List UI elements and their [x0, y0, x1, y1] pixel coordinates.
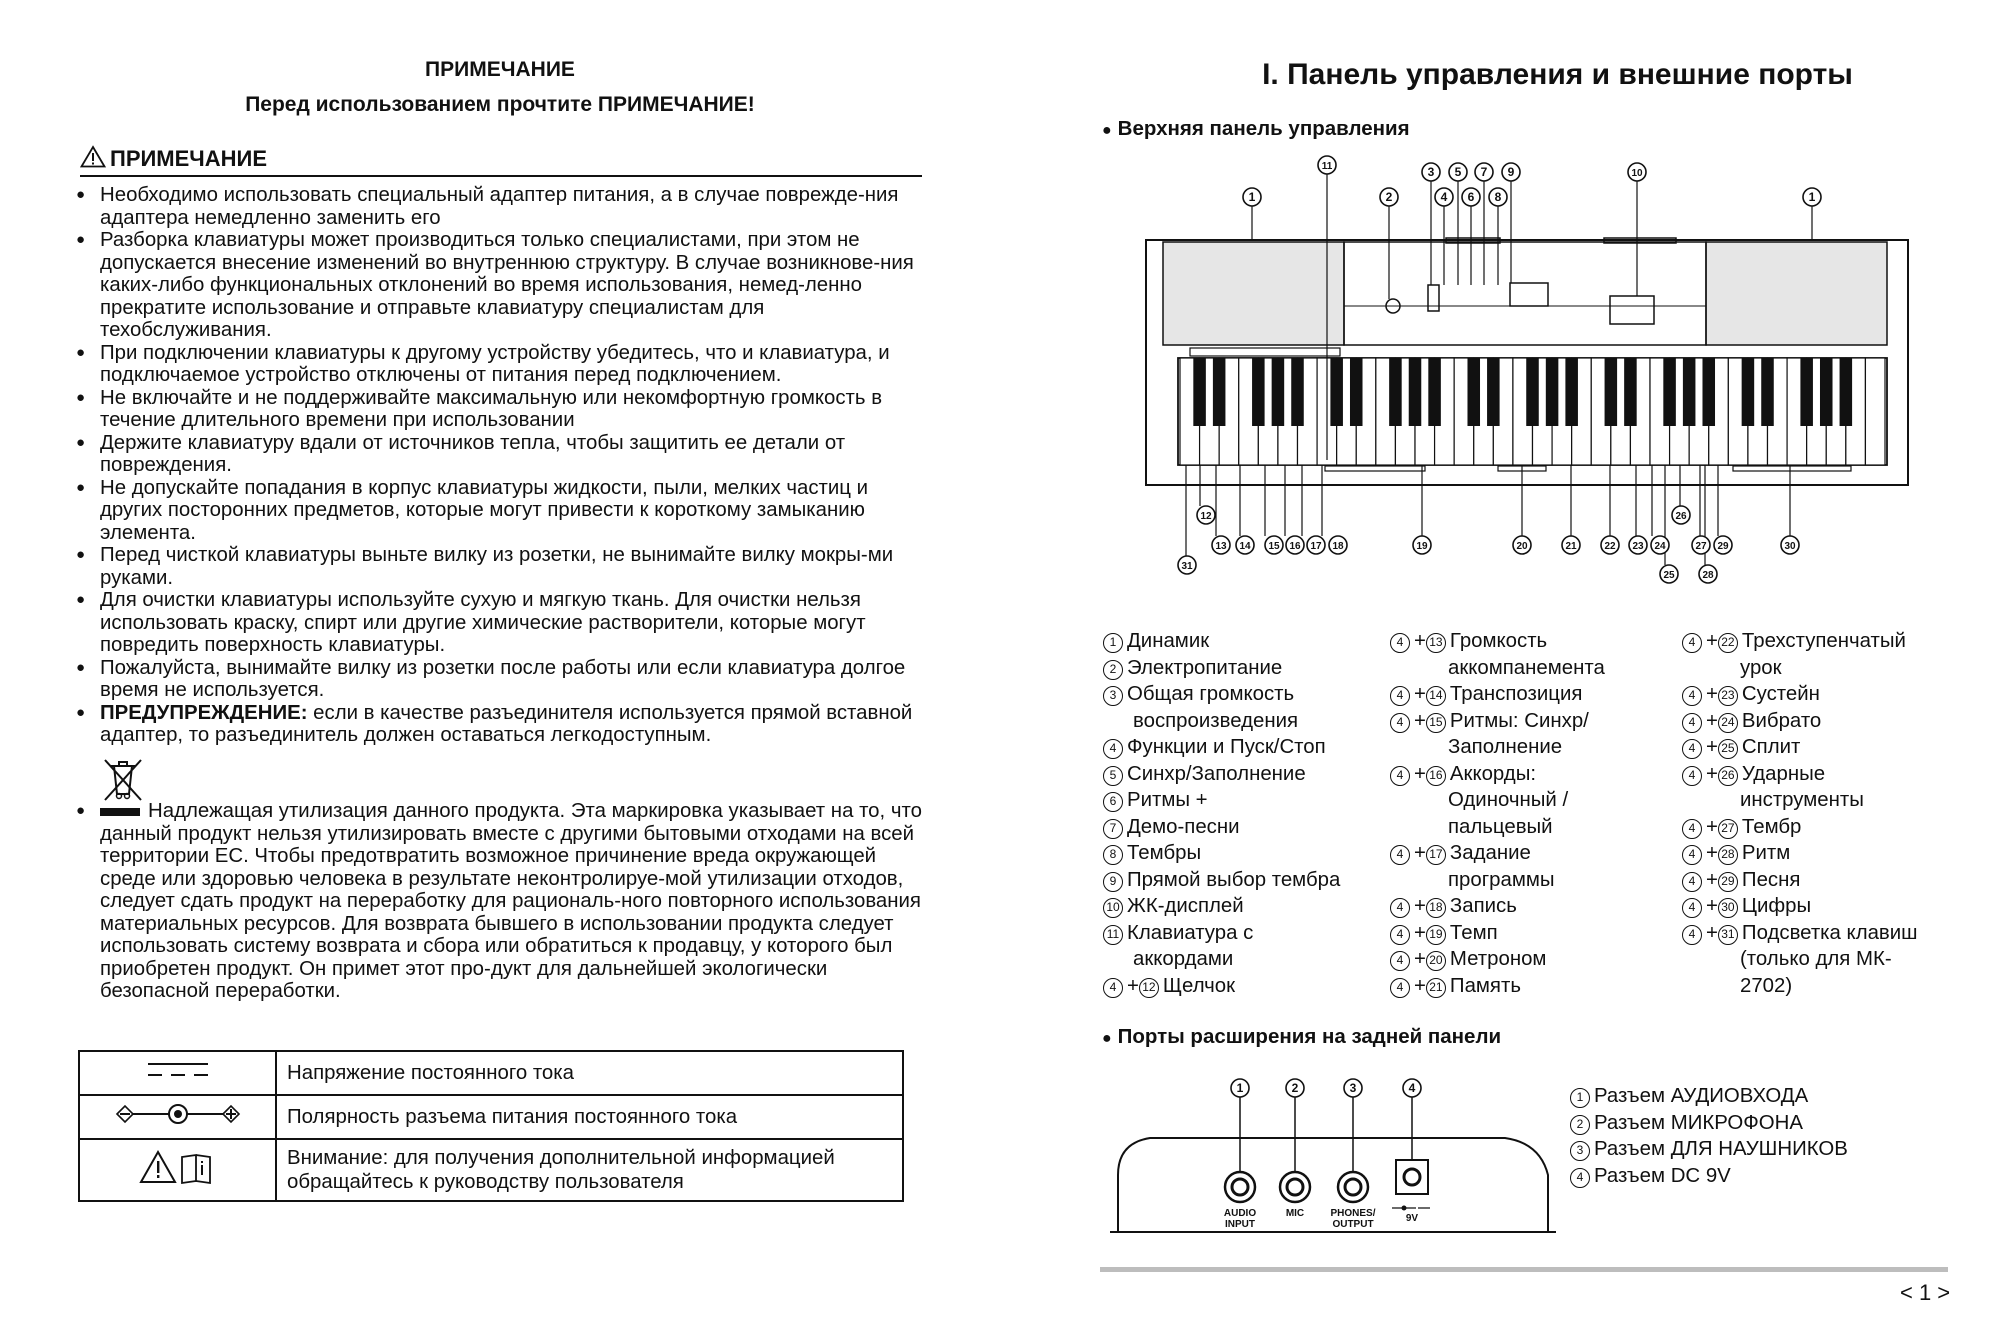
legend-text: Электропитание: [1127, 656, 1283, 679]
legend-number: 4: [1682, 872, 1702, 892]
legend-item: 4 + 29 Песня: [1682, 867, 1982, 894]
legend-item: 4 + 24 Вибрато: [1682, 708, 1982, 735]
legend-text-continued: инструменты: [1740, 789, 1864, 811]
legend-number: 4: [1390, 978, 1410, 998]
legend-number: 31: [1718, 925, 1738, 945]
warning-label: ПРЕДУПРЕЖДЕНИЕ:: [100, 701, 308, 724]
legend-number: 13: [1426, 633, 1446, 653]
svg-text:16: 16: [1289, 541, 1301, 552]
legend-number: 4: [1390, 633, 1410, 653]
legend-text: Разъем АУДИОВХОДА: [1594, 1085, 1809, 1107]
legend-number: 5: [1103, 766, 1123, 786]
svg-text:11: 11: [1321, 161, 1333, 172]
legend-number: 10: [1103, 898, 1123, 918]
callout-3: [1344, 1079, 1362, 1097]
legend-text: Вибрато: [1741, 709, 1822, 732]
legend-number: 30: [1718, 898, 1738, 918]
rear-legend: [1570, 1083, 1970, 1189]
svg-text:6: 6: [1467, 190, 1475, 204]
svg-text:23: 23: [1632, 541, 1644, 552]
list-item: ● Держите клавиатуру вдали от источников тепла, чтобы защитить ее детали от повреждения.: [72, 432, 932, 477]
port-label: INPUT: [1225, 1219, 1255, 1230]
warning-heading: [80, 145, 922, 177]
svg-text:24: 24: [1654, 541, 1666, 552]
legend-text: Подсветка клавиш: [1741, 921, 1918, 944]
legend-text: Синхр/Заполнение: [1127, 762, 1306, 785]
svg-text:2: 2: [1291, 1081, 1299, 1095]
legend-text: Ритмы: Синхр/: [1449, 709, 1589, 732]
legend-number: 4: [1390, 686, 1410, 706]
legend-text: Темп: [1449, 921, 1498, 944]
warning-item: [72, 702, 932, 747]
port-label: OUTPUT: [1332, 1219, 1374, 1230]
svg-text:10: 10: [1631, 168, 1643, 179]
table-cell: Полярность разъема питания постоянного тока: [276, 1095, 903, 1139]
note-subtitle: Перед использованием прочтите ПРИМЕЧАНИЕ!: [245, 93, 755, 116]
legend-number: 4: [1390, 925, 1410, 945]
legend-number: 18: [1426, 898, 1446, 918]
warning-triangle-icon: [80, 145, 106, 168]
svg-text:5: 5: [1454, 165, 1462, 179]
legend-number: 4: [1103, 978, 1123, 998]
svg-text:12: 12: [1200, 511, 1212, 522]
legend-item: 4 + 17 Задание: [1390, 840, 1680, 867]
svg-text:18: 18: [1332, 541, 1344, 552]
legend-text-continued: аккомпанемента: [1448, 656, 1605, 679]
legend-text: Громкость: [1449, 630, 1548, 652]
legend-number: 7: [1103, 819, 1123, 839]
legend-text-continued: пальцевый: [1448, 815, 1553, 838]
legend-text: Сустейн: [1741, 683, 1820, 705]
legend-number: 24: [1718, 713, 1738, 733]
legend-number: 19: [1426, 925, 1446, 945]
legend-text: Ритмы +: [1127, 789, 1208, 811]
page-title: I. Панель управления и внешние порты: [1262, 58, 1853, 91]
svg-text:19: 19: [1416, 541, 1428, 552]
page-number: < 1 >: [1900, 1280, 1951, 1305]
list-item: ● Перед чисткой клавиатуры выньте вилку из розетки, не вынимайте вилку мокры-ми руками.: [72, 544, 932, 589]
list-item: ● Не допускайте попадания в корпус клавиатуры жидкости, пыли, мелких частиц и других посторонних предметов, которые могут привести к короткому замыканию элемента.: [72, 477, 932, 545]
dc-voltage-icon: [79, 1051, 276, 1095]
legend-item: 4 + 22 Трехступенчатый: [1682, 628, 1982, 655]
legend-number: 4: [1682, 633, 1702, 653]
legend-item: 4 + 13 Громкость: [1390, 628, 1680, 655]
legend-text: Тембр: [1741, 815, 1802, 838]
svg-text:28: 28: [1702, 570, 1714, 581]
svg-text:25: 25: [1663, 570, 1675, 581]
legend-item: 4 + 31 Подсветка клавиш: [1682, 920, 1982, 947]
svg-text:30: 30: [1784, 541, 1796, 552]
legend-item: 4 + 28 Ритм: [1682, 840, 1982, 867]
legend-text: Транспозиция: [1449, 683, 1583, 705]
rear-legend-item: [1570, 1083, 1970, 1110]
polarity-icon: [79, 1095, 276, 1139]
bullet-icon: ●: [76, 802, 86, 819]
legend-number: 2: [1570, 1115, 1590, 1135]
legend-number: 4: [1682, 713, 1702, 733]
legend-number: 29: [1718, 872, 1738, 892]
legend-text: Запись: [1449, 895, 1517, 917]
disposal-text: Надлежащая утилизация данного продукта. Эта маркировка указывает на то, что данный продукт нельзя утилизировать вместе с другими бытовыми отходами на всей территории ЕС. Чтобы предотвратить возможное причинение вреда окружающей среде или здоровью человека в результате неконтролируе-мой утилизации отходов, следует сдать продукт на переработку для рациональ-ного повторного использования материальных ресурсов. Для возврата бывшего в использовании продукта следует использовать систему возврата и сбора или обратиться к продавцу, у которого был приобретен продукт. Он примет этот про-дукт для дальнейшей экологически безопасной переработки.: [100, 800, 922, 1002]
svg-text:17: 17: [1310, 541, 1322, 552]
legend-item: 4 + 15 Ритмы: Синхр/: [1390, 708, 1680, 735]
legend-number: 15: [1426, 713, 1446, 733]
svg-text:4: 4: [1440, 190, 1448, 204]
legend-number: 4: [1682, 766, 1702, 786]
list-item: ● Пожалуйста, вынимайте вилку из розетки после работы или если клавиатура долгое время не используется.: [72, 657, 932, 702]
list-item: ● Разборка клавиатуры может производиться только специалистами, при этом не допускается внесение изменений во внутреннюю структуру. В случае возникнове-ния каких-либо функциональных отклонений во время использования, немед-ленно прекратите использование и отправьте клавиатуру специалистам для техобслуживания.: [72, 229, 932, 342]
legend-number: 3: [1570, 1141, 1590, 1161]
legend-item: 4 + 30 Цифры: [1682, 893, 1982, 920]
legend-number: 3: [1103, 686, 1123, 706]
svg-text:1: 1: [1248, 190, 1256, 204]
legend-text-continued: (только для МК-: [1740, 948, 1892, 970]
legend-text: ЖК-дисплей: [1127, 895, 1244, 917]
table-cell: Внимание: для получения дополнительной информацией обращайтесь к руководству пользователя: [276, 1139, 903, 1201]
callout-1: [1231, 1079, 1249, 1097]
legend-number: 4: [1390, 845, 1410, 865]
legend-text: Сплит: [1741, 736, 1801, 758]
list-item: ● Необходимо использовать специальный адаптер питания, а в случае поврежде-ния адаптера немедленно заменить его: [72, 184, 932, 229]
svg-text:2: 2: [1385, 190, 1393, 204]
legend-number: 12: [1139, 978, 1159, 998]
legend-item: 4 + 16 Аккорды:: [1390, 761, 1680, 788]
symbols-table: [78, 1050, 904, 1202]
callout-2: [1286, 1079, 1304, 1097]
legend-item: 4 + 23 Сустейн: [1682, 681, 1982, 708]
footer-divider: [1100, 1267, 1948, 1272]
legend-number: 17: [1426, 845, 1446, 865]
legend-number: 4: [1390, 898, 1410, 918]
legend-number: 6: [1103, 792, 1123, 812]
legend-text-continued: аккордами: [1133, 948, 1234, 970]
legend-text: Ритм: [1741, 842, 1791, 864]
legend-number: 4: [1103, 739, 1123, 759]
legend-number: 21: [1426, 978, 1446, 998]
legend-text: Трехступенчатый: [1741, 630, 1906, 652]
legend-number: 22: [1718, 633, 1738, 653]
port-label: AUDIO: [1223, 1208, 1257, 1219]
svg-text:31: 31: [1181, 561, 1193, 572]
weee-bar-icon: [100, 808, 140, 816]
right-page: [1000, 0, 2000, 1325]
legend-item: 4 + 18 Запись: [1390, 893, 1680, 920]
bullet-icon: ●: [1102, 122, 1112, 139]
legend-item: 4 + 21 Память: [1390, 973, 1680, 1000]
legend-text: Демо-песни: [1127, 815, 1240, 838]
legend-item: 4 + 19 Темп: [1390, 920, 1680, 947]
legend-number: 4: [1682, 686, 1702, 706]
legend-text-continued: урок: [1740, 656, 1782, 679]
rear-legend-item: [1570, 1110, 1970, 1137]
port-label: PHONES/: [1330, 1208, 1376, 1219]
legend-text: Задание: [1449, 842, 1531, 864]
legend-number: 4: [1390, 766, 1410, 786]
svg-text:1: 1: [1236, 1081, 1244, 1095]
legend-number: 4: [1682, 898, 1702, 918]
legend-number: 4: [1390, 713, 1410, 733]
legend-item: 4 + 25 Сплит: [1682, 734, 1982, 761]
legend-number: 4: [1682, 739, 1702, 759]
legend-number: 8: [1103, 845, 1123, 865]
warning-heading-text: ПРИМЕЧАНИЕ: [110, 146, 268, 171]
list-item: ● При подключении клавиатуры к другому устройству убедитесь, что и клавиатура, и подключаемое устройство отключены от питания перед подключением.: [72, 342, 932, 387]
svg-text:8: 8: [1494, 190, 1502, 204]
legend-number: 1: [1570, 1088, 1590, 1108]
notes-list: [72, 184, 932, 747]
table-cell: Напряжение постоянного тока: [276, 1051, 903, 1095]
legend-text-continued: программы: [1448, 868, 1555, 891]
legend-number: 23: [1718, 686, 1738, 706]
svg-text:29: 29: [1717, 541, 1729, 552]
svg-text:13: 13: [1215, 541, 1227, 552]
rear-legend-item: [1570, 1163, 1970, 1190]
legend-number: 4: [1682, 845, 1702, 865]
legend-number: 9: [1103, 872, 1123, 892]
legend-item: 4 + 26 Ударные: [1682, 761, 1982, 788]
legend-text-continued: воспроизведения: [1133, 709, 1299, 732]
legend-text: Песня: [1741, 868, 1801, 891]
list-item: ● Для очистки клавиатуры используйте сухую и мягкую ткань. Для очистки нельзя использовать краску, спирт или другие химические растворители, которые могут повредить поверхность клавиатуры.: [72, 589, 932, 657]
svg-text:21: 21: [1565, 541, 1577, 552]
legend-number: 26: [1718, 766, 1738, 786]
legend-number: 1: [1103, 633, 1123, 653]
svg-text:14: 14: [1239, 541, 1251, 552]
svg-text:3: 3: [1349, 1081, 1357, 1095]
legend-text-continued: Одиночный /: [1448, 789, 1569, 811]
svg-text:4: 4: [1408, 1081, 1416, 1095]
legend-item: 4 + 12 Щелчок: [1103, 973, 1393, 1000]
legend-number: 28: [1718, 845, 1738, 865]
legend-text: Разъем МИКРОФОНА: [1594, 1111, 1803, 1134]
legend-text: Динамик: [1127, 630, 1210, 652]
svg-text:7: 7: [1480, 165, 1488, 179]
svg-text:15: 15: [1268, 541, 1280, 552]
legend-text-continued: 2702): [1740, 974, 1793, 997]
svg-text:3: 3: [1427, 165, 1435, 179]
legend-item: 4 + 14 Транспозиция: [1390, 681, 1680, 708]
caution-manual-icon: [79, 1139, 276, 1201]
legend-text: Тембры: [1127, 842, 1202, 864]
bullet-icon: ●: [1102, 1030, 1112, 1047]
legend-text: Метроном: [1449, 948, 1547, 970]
svg-text:26: 26: [1675, 511, 1687, 522]
rear-ports-heading-text: Порты расширения на задней панели: [1117, 1025, 1502, 1048]
port-label: MIC: [1285, 1208, 1305, 1219]
legend-number: 20: [1426, 951, 1446, 971]
table-row: [79, 1139, 903, 1201]
svg-text:1: 1: [1808, 190, 1816, 204]
legend-text: Разъем ДЛЯ НАУШНИКОВ: [1594, 1138, 1848, 1160]
legend-number: 25: [1718, 739, 1738, 759]
port-label: 9V: [1405, 1213, 1419, 1224]
list-item: ● Не включайте и не поддерживайте максимальную или некомфортную громкость в течение длительного времени при использовании: [72, 387, 932, 432]
legend-item: 4 + 27 Тембр: [1682, 814, 1982, 841]
legend-number: 11: [1103, 925, 1123, 945]
svg-text:20: 20: [1516, 541, 1528, 552]
svg-text:27: 27: [1695, 541, 1707, 552]
legend-number: 4: [1682, 925, 1702, 945]
rear-ports: [1224, 1079, 1430, 1230]
table-row: [79, 1051, 903, 1095]
legend-text: Функции и Пуск/Стоп: [1127, 736, 1326, 758]
legend-text: Общая громкость: [1127, 683, 1295, 705]
warning-text: если в качестве разъединителя используется прямой вставной адаптер, то разъединитель должен оставаться легкодоступным.: [100, 701, 913, 746]
legend-text-continued: Заполнение: [1448, 736, 1563, 758]
legend-text: Память: [1449, 974, 1521, 997]
legend-number: 4: [1570, 1168, 1590, 1188]
legend-number: 14: [1426, 686, 1446, 706]
note-title: ПРИМЕЧАНИЕ: [425, 58, 575, 81]
disposal-paragraph: [72, 800, 932, 1003]
table-row: [79, 1095, 903, 1139]
legend-number: 2: [1103, 660, 1123, 680]
legend-text: Ударные: [1741, 762, 1826, 785]
legend-text: Цифры: [1741, 895, 1812, 917]
legend-text: Аккорды:: [1449, 762, 1537, 785]
legend-text: Клавиатура с: [1127, 921, 1254, 944]
callout-4: [1403, 1079, 1421, 1097]
top-panel-heading-text: Верхняя панель управления: [1117, 117, 1410, 140]
svg-text:9: 9: [1507, 165, 1515, 179]
svg-text:22: 22: [1604, 541, 1616, 552]
legend-text: Прямой выбор тембра: [1127, 868, 1341, 891]
legend-item: 4 + 20 Метроном: [1390, 946, 1680, 973]
legend-text: Разъем DC 9V: [1594, 1164, 1731, 1187]
legend-number: 16: [1426, 766, 1446, 786]
legend-text: Щелчок: [1162, 974, 1236, 997]
legend-number: 27: [1718, 819, 1738, 839]
legend-number: 4: [1682, 819, 1702, 839]
rear-legend-item: [1570, 1136, 1970, 1163]
legend-number: 4: [1390, 951, 1410, 971]
